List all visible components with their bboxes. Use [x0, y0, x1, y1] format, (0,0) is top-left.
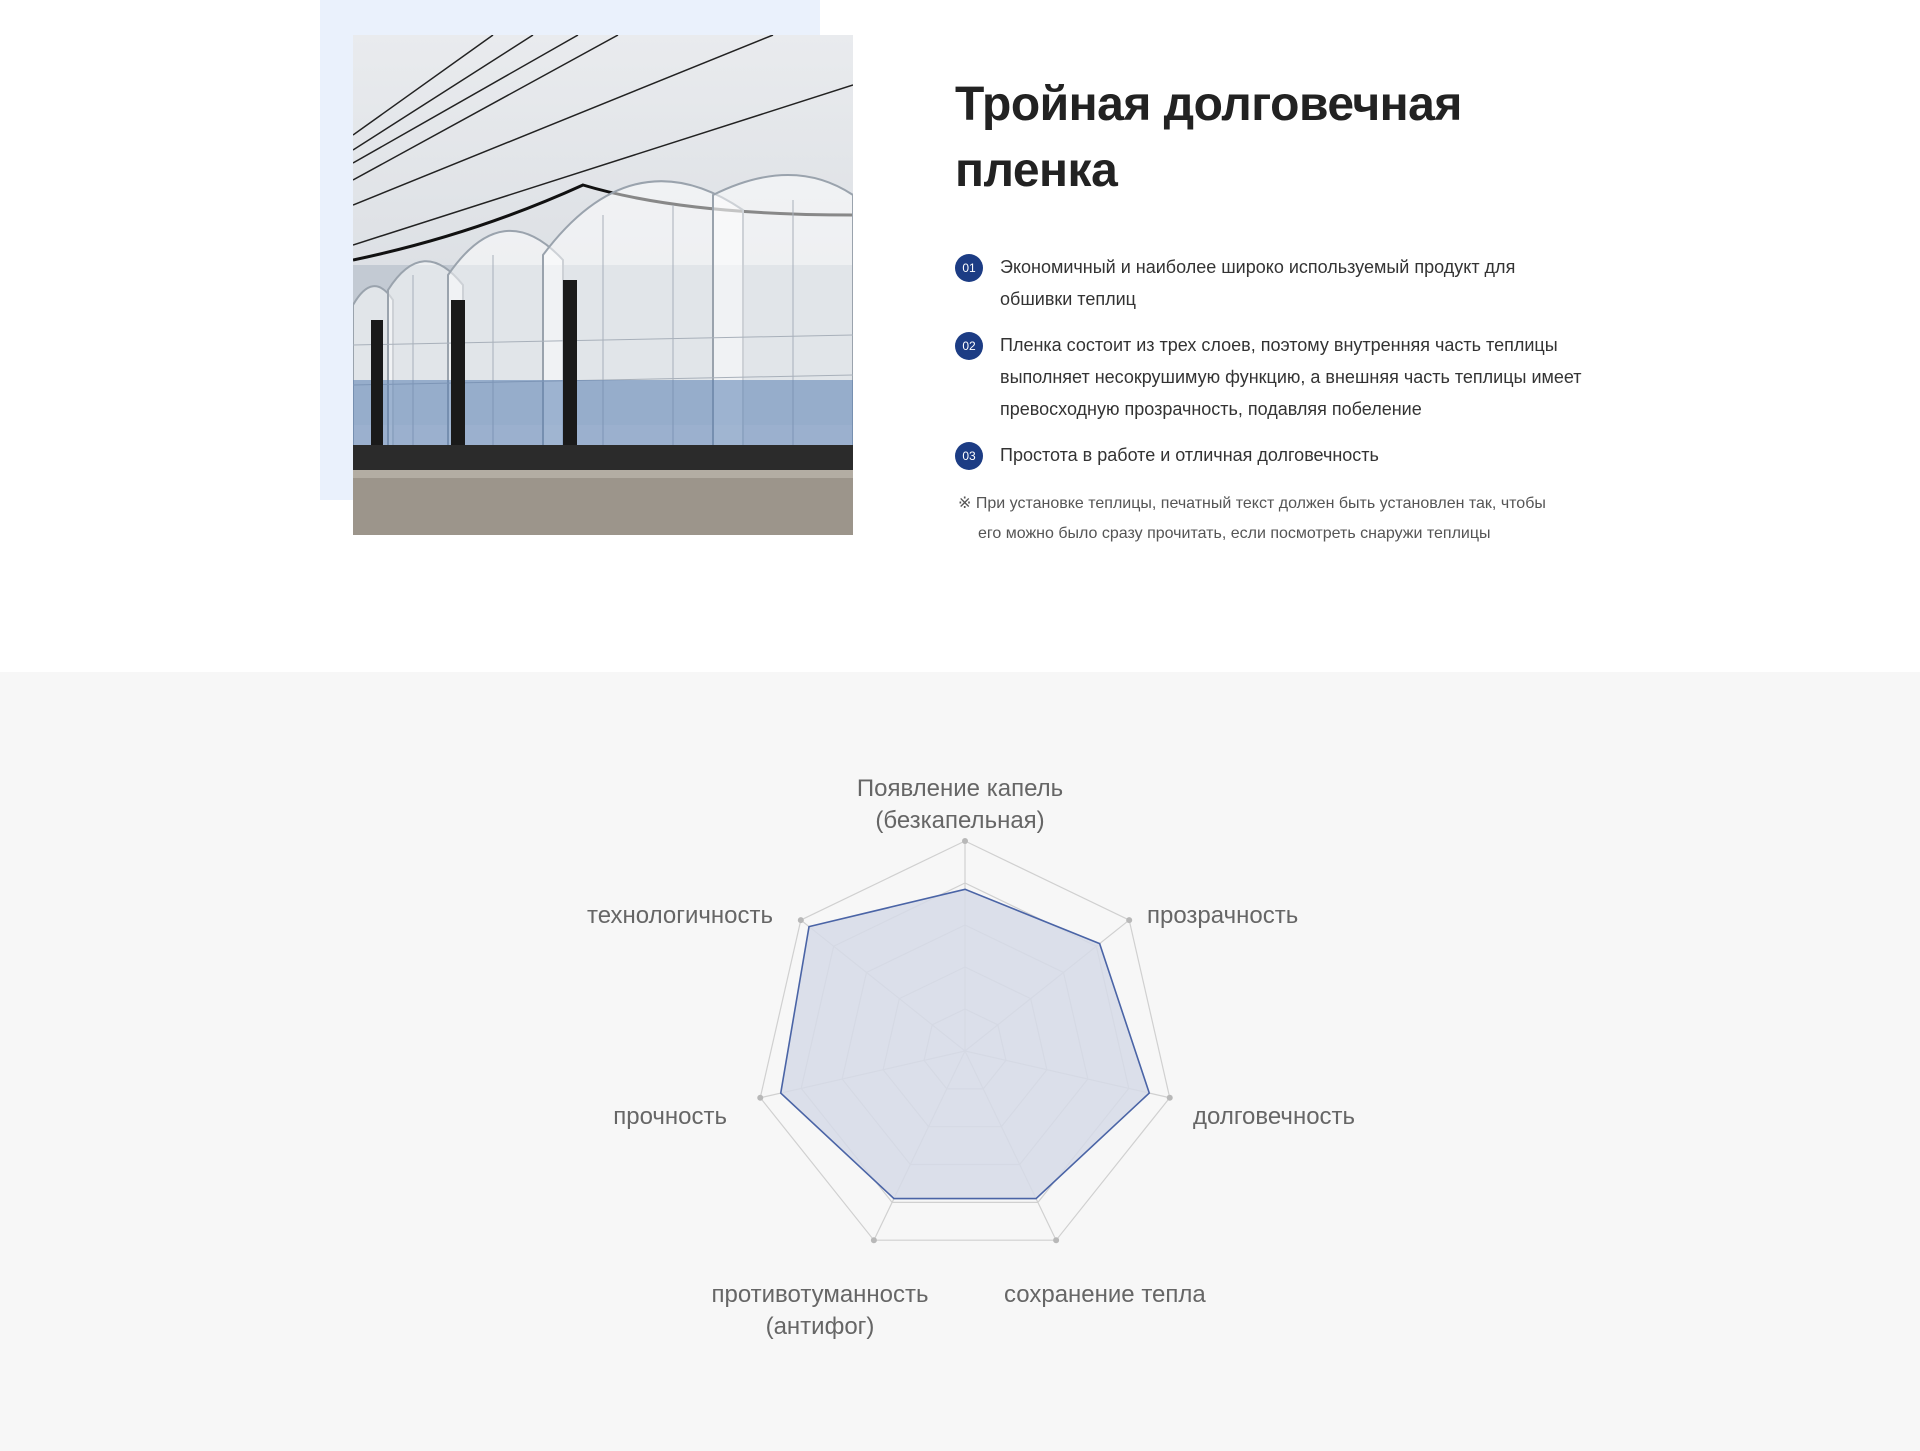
radar-axis-point — [1126, 917, 1132, 923]
radar-axis-label: противотуманность — [711, 1281, 929, 1308]
radar-axis-label: сохранение тепла — [1004, 1281, 1206, 1308]
radar-axis-point — [962, 838, 968, 844]
chart-section — [0, 672, 1920, 1451]
feature-text — [1000, 329, 1615, 425]
feature-item-2 — [955, 329, 1615, 425]
feature-text-line: Простота в работе и отличная долговечность — [1000, 445, 1379, 465]
title-line-1: Тройная долговечная — [955, 78, 1462, 131]
feature-text-line: выполняет несокрушимую функцию, а внешняя часть теплицы имеет — [1000, 367, 1582, 387]
title-line-2: пленка — [955, 144, 1118, 197]
feature-number-badge: 03 — [955, 442, 983, 470]
feature-text-line: Пленка состоит из трех слоев, поэтому внутренняя часть теплицы — [1000, 335, 1558, 355]
product-section — [0, 0, 1920, 672]
feature-text — [1000, 251, 1615, 315]
feature-text-line: обшивки теплиц — [1000, 289, 1136, 309]
section-title — [955, 72, 1655, 204]
feature-text-line: превосходную прозрачность, подавляя побеление — [1000, 399, 1422, 419]
note-line: ※ При установке теплицы, печатный текст должен быть установлен так, чтобы — [958, 495, 1546, 512]
installation-note — [958, 489, 1618, 549]
radar-axis-label: долговечность — [1193, 1103, 1356, 1130]
feature-text — [1000, 439, 1615, 471]
feature-number-badge: 01 — [955, 254, 983, 282]
note-line: его можно было сразу прочитать, если посмотреть снаружи теплицы — [978, 525, 1491, 542]
greenhouse-photo — [353, 35, 853, 535]
radar-axis-point — [798, 917, 804, 923]
radar-axis-point — [1167, 1095, 1173, 1101]
radar-axis-point — [871, 1237, 877, 1243]
radar-data-area — [781, 889, 1150, 1198]
radar-axis-label: (безкапельная) — [875, 807, 1045, 834]
radar-axis-point — [757, 1095, 763, 1101]
radar-axis-label: (антифог) — [765, 1313, 875, 1340]
radar-axis-label: технологичность — [587, 902, 773, 929]
feature-item-1 — [955, 251, 1615, 315]
feature-text-line: Экономичный и наиболее широко используемый продукт для — [1000, 257, 1516, 277]
radar-axis-point — [1053, 1237, 1059, 1243]
feature-number-badge: 02 — [955, 332, 983, 360]
feature-list — [955, 251, 1615, 485]
radar-axis-label: Появление капель — [856, 775, 1064, 802]
radar-axis-label: прозрачность — [1147, 902, 1299, 929]
radar-axis-label: прочность — [613, 1103, 727, 1130]
radar-chart — [0, 672, 1920, 1451]
feature-item-3 — [955, 439, 1615, 471]
